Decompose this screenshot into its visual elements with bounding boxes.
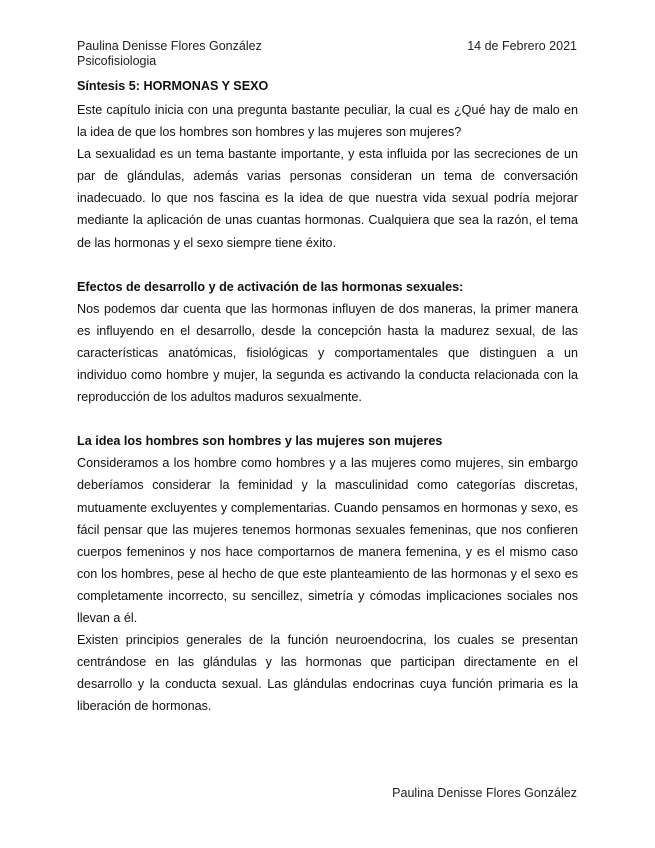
intro-paragraph: Este capítulo inicia con una pregunta bastante peculiar, la cual es ¿Qué hay de malo en la idea de que los hombres son hombres y las mujeres son mujeres? bbox=[77, 103, 578, 140]
section-heading-effects: Efectos de desarrollo y de activación de las hormonas sexuales: bbox=[77, 279, 464, 294]
header-author: Paulina Denisse Flores González bbox=[77, 39, 262, 53]
footer-author: Paulina Denisse Flores González bbox=[392, 786, 577, 800]
section-paragraph: Existen principios generales de la función neuroendocrina, los cuales se presentan centrándose en las glándulas y las hormonas que participan directamente en el desarrollo y la conducta sexual. Las glándulas endocrinas cuya función primaria es la liberación de hormonas. bbox=[77, 633, 578, 714]
intro-paragraph: La sexualidad es un tema bastante importante, y esta influida por las secreciones de un par de glándulas, además varias personas consideran un tema de conversación inadecuado. lo que nos fascina es la idea de que nuestra vida sexual podría mejorar mediante la aplicación de unas cuantas hormonas. Cualquiera que sea la razón, el tema de las hormonas y el sexo siempre tiene éxito. bbox=[77, 147, 578, 250]
section-paragraph: Nos podemos dar cuenta que las hormonas influyen de dos maneras, la primer manera es influyendo en el desarrollo, desde la concepción hasta la madurez sexual, de las características anatómicas, fisiológicas y comportamentales que distinguen a un individuo como hombre y mujer, la segunda es activando la conducta relacionada con la reproducción de los adultos maduros sexualmente. bbox=[77, 301, 578, 405]
document-body bbox=[77, 78, 578, 717]
header-date: 14 de Febrero 2021 bbox=[467, 39, 577, 53]
document-title: Síntesis 5: HORMONAS Y SEXO bbox=[77, 79, 269, 93]
header-subject: Psicofisiologia bbox=[77, 54, 157, 68]
section-heading-idea: La idea los hombres son hombres y las mujeres son mujeres bbox=[77, 434, 443, 449]
section-paragraph: Consideramos a los hombre como hombres y a las mujeres como mujeres, sin embargo deberíamos considerar la feminidad y la masculinidad como categorías discretas, mutuamente excluyentes y complementarias. Cuando pensamos en hormonas y sexo, es fácil pensar que las mujeres tenemos hormonas sexuales femeninas, que nos confieren cuerpos femeninos y nos hace comportarnos de manera femenina, y es el mismo caso con los hombres, pese al hecho de que este planteamiento de las hormonas y el sexo es completamente incorrecto, su sencillez, simetría y cómodas implicaciones sociales nos llevan a él. bbox=[77, 456, 578, 625]
